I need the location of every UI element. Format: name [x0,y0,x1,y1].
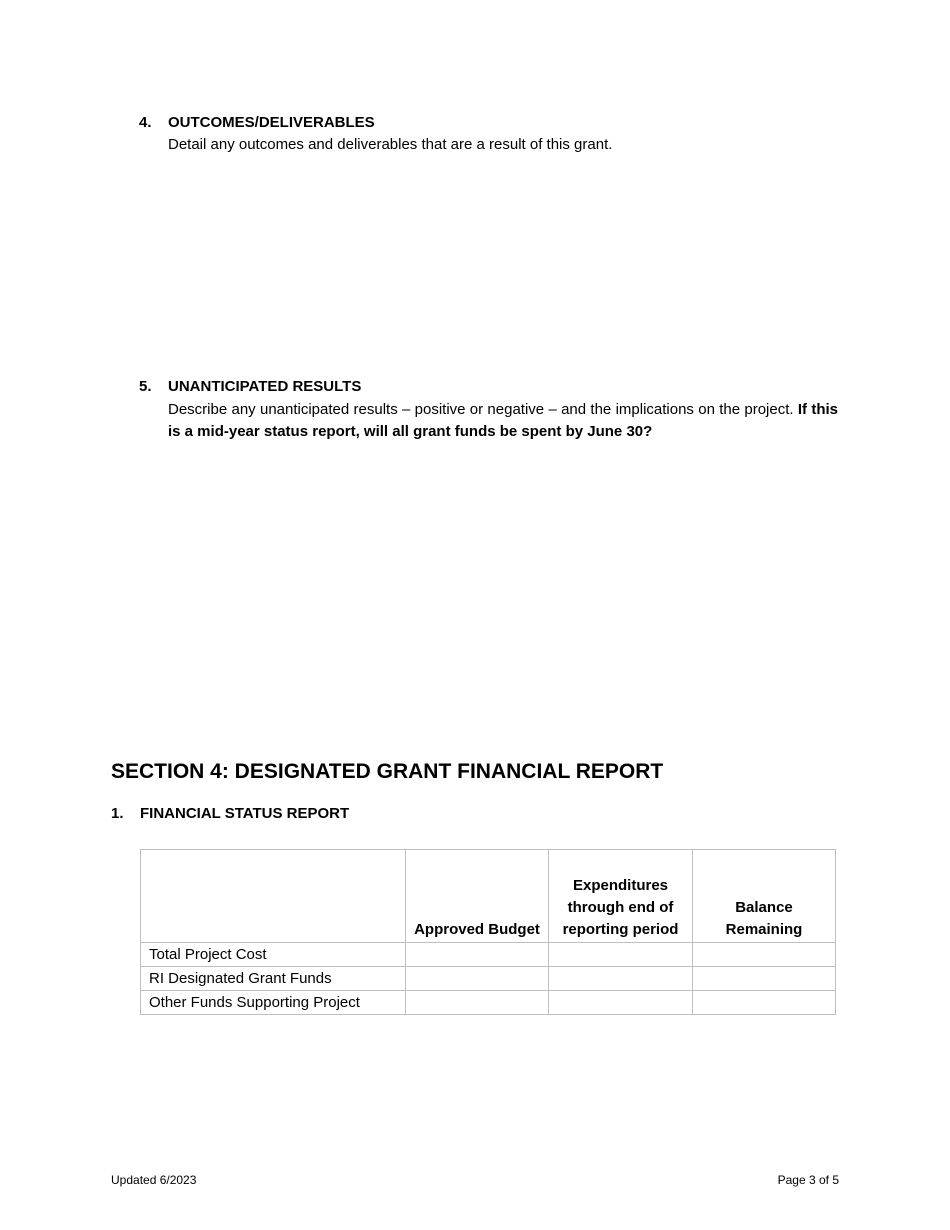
outcomes-heading [139,114,375,131]
heading-title: UNANTICIPATED RESULTS [168,378,362,395]
heading-number: 4. [139,114,152,131]
table-row [141,943,836,967]
expenditures-cell[interactable] [549,943,693,967]
outcomes-description: Detail any outcomes and deliverables that are a result of this grant. [168,136,613,153]
expenditures-cell[interactable] [549,967,693,991]
row-label: RI Designated Grant Funds [141,967,406,991]
footer-updated: Updated 6/2023 [111,1173,197,1187]
heading-title: OUTCOMES/DELIVERABLES [168,114,375,131]
section-4-title: SECTION 4: DESIGNATED GRANT FINANCIAL REPORT [111,760,664,783]
unanticipated-description [168,399,838,443]
expenditures-cell[interactable] [549,991,693,1015]
table-header-row [141,850,836,943]
header-cell-blank [141,850,406,943]
row-label: Other Funds Supporting Project [141,991,406,1015]
description-bold-question: If this is a mid-year status report, will all grant funds be spent by June 30? [168,401,839,440]
balance-cell[interactable] [693,943,836,967]
financial-status-heading [111,805,349,822]
heading-number: 1. [111,805,124,822]
heading-title: FINANCIAL STATUS REPORT [140,805,350,822]
header-approved-budget: Approved Budget [406,850,549,943]
heading-number: 5. [139,378,152,395]
header-balance-remaining: Balance Remaining [693,850,836,943]
row-label: Total Project Cost [141,943,406,967]
table-row [141,991,836,1015]
footer-page-number: Page 3 of 5 [777,1173,839,1187]
unanticipated-heading [139,378,361,395]
balance-cell[interactable] [693,967,836,991]
table-row [141,967,836,991]
header-expenditures: Expenditures through end of reporting period [549,850,693,943]
approved-budget-cell[interactable] [406,967,549,991]
approved-budget-cell[interactable] [406,991,549,1015]
balance-cell[interactable] [693,991,836,1015]
approved-budget-cell[interactable] [406,943,549,967]
financial-status-table [140,849,836,1015]
description-text: Describe any unanticipated results – positive or negative – and the implications on the project. [168,401,794,418]
